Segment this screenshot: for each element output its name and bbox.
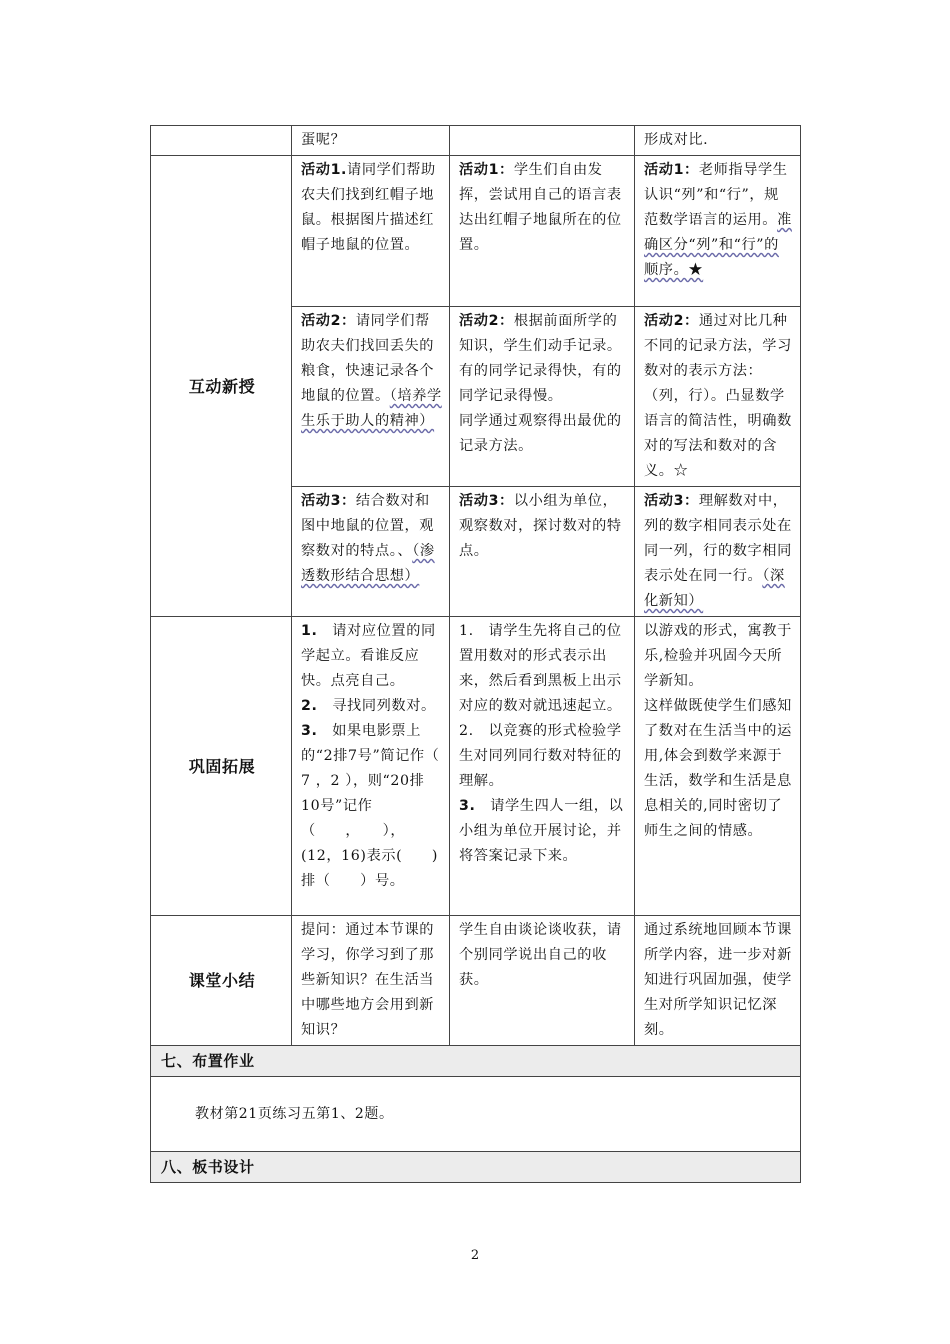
intent-text: 理解数对中，列的数字相同表示处在同一列，行的数字相同表示处在同一行。 bbox=[644, 493, 792, 584]
teacher-cell bbox=[292, 617, 450, 916]
table-row-continued bbox=[151, 126, 801, 156]
student-text: 2. 以竞赛的形式检验学生对同列同行数对特征的理解。 bbox=[459, 723, 622, 789]
student-cell: 学生自由谈论谈收获，请个别同学说出自己的收获。 bbox=[450, 916, 635, 1046]
student-cell bbox=[450, 156, 635, 307]
task-text: (12，16)表示( )排（ ）号。 bbox=[301, 848, 438, 889]
student-text: 以小组为单位，观察数对，探讨数对的特点。 bbox=[459, 493, 622, 559]
task-item bbox=[301, 619, 442, 694]
lesson-plan-table bbox=[150, 125, 801, 1183]
intent-text: 老师指导学生认识“列”和“行”，规范数学语言的运用。 bbox=[644, 162, 788, 228]
intent-cell: 通过系统地回顾本节课所学内容，进一步对新知进行巩固加强，使学生对所学知识记忆深刻。 bbox=[635, 916, 801, 1046]
student-cell bbox=[450, 617, 635, 916]
stage-title-interactive: 互动新授 bbox=[151, 156, 292, 617]
task-number: 3. bbox=[301, 723, 318, 739]
teacher-text: 请同学们帮助农夫们找回丢失的粮食，快速记录各个地鼠的位置。 bbox=[301, 313, 435, 404]
activity-label: 活动2： bbox=[301, 313, 356, 329]
section-header-row bbox=[151, 1152, 801, 1183]
task-text: 寻找同列数对。 bbox=[332, 698, 436, 714]
task-item bbox=[301, 694, 442, 719]
activity-label: 活动3： bbox=[644, 493, 699, 509]
table-row-summary bbox=[151, 916, 801, 1046]
stage-title-consolidate: 巩固拓展 bbox=[151, 617, 292, 916]
teacher-cell bbox=[292, 307, 450, 487]
student-text: 根据前面所学的知识，学生们动手记录。 bbox=[459, 313, 622, 354]
intent-cell: 形成对比. bbox=[635, 126, 801, 156]
task-number: 3. bbox=[459, 798, 476, 814]
activity-label: 活动1： bbox=[459, 162, 514, 178]
page-number: 2 bbox=[470, 1248, 480, 1263]
student-text: 学生们自由发挥，尝试用自己的语言表达出红帽子地鼠所在的位置。 bbox=[459, 162, 622, 253]
section-heading-board: 八、板书设计 bbox=[151, 1152, 801, 1183]
homework-text: 教材第21页练习五第1、2题。 bbox=[151, 1077, 801, 1152]
activity-label: 活动2： bbox=[644, 313, 699, 329]
section-heading-homework: 七、布置作业 bbox=[151, 1046, 801, 1077]
student-text: 有的同学记录得快，有的同学记录得慢。 bbox=[459, 363, 622, 404]
student-cell bbox=[450, 487, 635, 617]
task-item bbox=[301, 719, 442, 844]
intent-emphasis: （深化新知） bbox=[644, 568, 785, 609]
section-header-row bbox=[151, 1046, 801, 1077]
table-row-consolidate bbox=[151, 617, 801, 916]
task-item bbox=[459, 794, 627, 869]
activity-label: 活动3： bbox=[459, 493, 514, 509]
task-number: 1. bbox=[301, 623, 318, 639]
homework-row bbox=[151, 1077, 801, 1152]
intent-cell bbox=[635, 307, 801, 487]
stage-title-summary: 课堂小结 bbox=[151, 916, 292, 1046]
intent-text: 这样做既使学生们感知了数对在生活当中的运用,体会到数学来源于生活，数学和生活是息息相关的,同时密切了师生之间的情感。 bbox=[644, 698, 792, 839]
teacher-cell: 蛋呢？ bbox=[292, 126, 450, 156]
intent-emphasis: 准确区分“列”和“行”的顺序。★ bbox=[644, 212, 792, 278]
student-cell bbox=[450, 307, 635, 487]
activity-label: 活动1： bbox=[644, 162, 699, 178]
student-cell bbox=[450, 126, 635, 156]
task-number: 2. bbox=[301, 698, 318, 714]
teacher-cell bbox=[292, 156, 450, 307]
activity-label: 活动3： bbox=[301, 493, 356, 509]
teacher-text: 结合数对和图中地鼠的位置，观察数对的特点。、 bbox=[301, 493, 435, 559]
activity-label: 活动2： bbox=[459, 313, 514, 329]
intent-cell bbox=[635, 487, 801, 617]
table-row-activity-1 bbox=[151, 156, 801, 307]
task-text: 请对应位置的同学起立。看谁反应快。点亮自己。 bbox=[301, 623, 436, 689]
intent-cell bbox=[635, 156, 801, 307]
student-text: 1. 请学生先将自己的位置用数对的形式表示出来，然后看到黑板上出示对应的数对就迅速起立。 bbox=[459, 623, 622, 714]
stage-cell-empty bbox=[151, 126, 292, 156]
teacher-emphasis: （渗透数形结合思想） bbox=[301, 543, 435, 584]
student-text: 请学生四人一组，以小组为单位开展讨论，并将答案记录下来。 bbox=[459, 798, 624, 864]
task-text: 如果电影票上的“2排7号”简记作（ 7 ，2 ），则“20排10号”记作（ ， ）， bbox=[301, 723, 440, 839]
teacher-emphasis: （培养学生乐于助人的精神） bbox=[301, 388, 442, 429]
intent-text: 以游戏的形式，寓教于乐,检验并巩固今天所学新知。 bbox=[644, 623, 792, 689]
intent-text: 通过对比几种不同的记录方法，学习数对的表示方法：（列，行）。凸显数学语言的简洁性，明确数对的写法和数对的含义。☆ bbox=[644, 313, 792, 479]
student-text: 同学通过观察得出最优的记录方法。 bbox=[459, 413, 622, 454]
teacher-cell: 提问：通过本节课的学习，你学习到了那些新知识？在生活当中哪些地方会用到新知识？ bbox=[292, 916, 450, 1046]
intent-cell bbox=[635, 617, 801, 916]
activity-label: 活动1. bbox=[301, 162, 348, 178]
teacher-text: 请同学们帮助农夫们找到红帽子地鼠。根据图片描述红帽子地鼠的位置。 bbox=[301, 162, 436, 253]
teacher-cell bbox=[292, 487, 450, 617]
